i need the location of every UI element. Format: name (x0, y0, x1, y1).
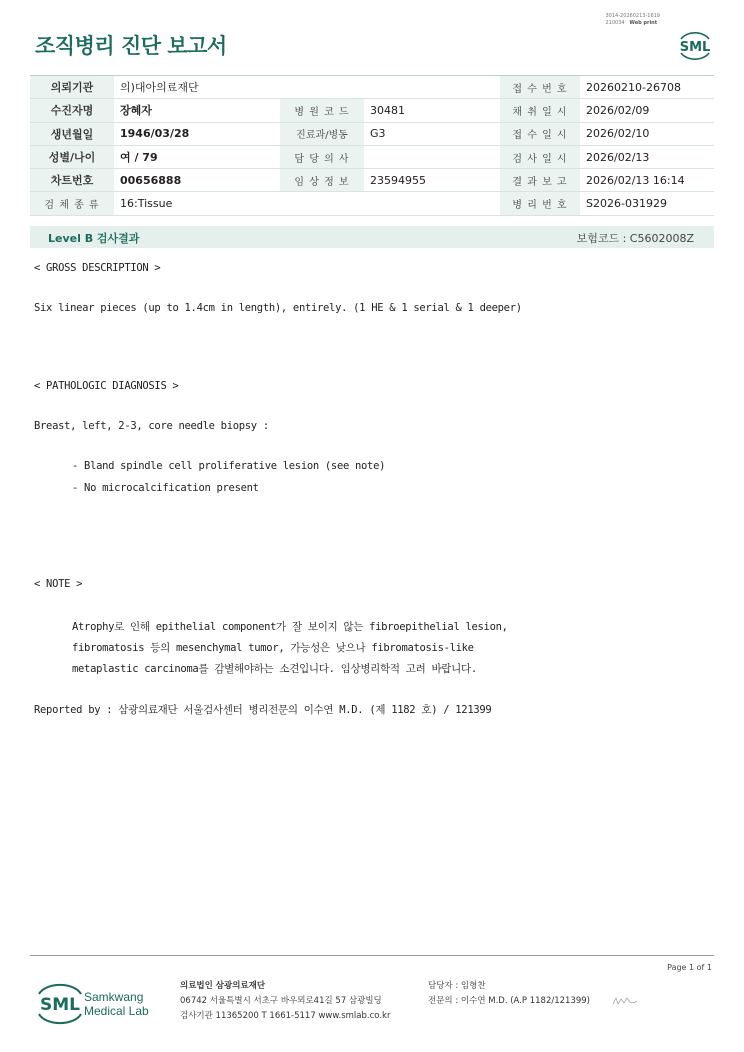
receipt-no-label: 접 수 번 호 (500, 76, 580, 99)
footer-address: 06742 서울특별시 서초구 바우뫼로41길 57 삼광빌딩 (180, 996, 382, 1006)
reported-by: Reported by : 삼광의료재단 서울검사센터 병리전문의 이수연 M.D. (제 1182 호) / 121399 (34, 704, 492, 716)
patient-name-value: 장혜자 (114, 99, 280, 122)
diagnosis-item: - Bland spindle cell proliferative lesion (see note) (72, 460, 386, 472)
collect-date-label: 채 취 일 시 (500, 99, 580, 122)
note-heading: < NOTE > (34, 578, 83, 590)
diagnosis-item: - No microcalcification present (72, 482, 259, 494)
sex-age-value: 여 / 79 (114, 145, 280, 168)
diagnosis-heading: < PATHOLOGIC DIAGNOSIS > (34, 380, 179, 392)
note-line: Atrophy로 인해 epithelial component가 잘 보이지 않는 fibroepithelial lesion, (72, 621, 508, 633)
svg-text:Samkwang: Samkwang (84, 990, 144, 1004)
print-meta-line2: 210034 Web print (605, 20, 658, 26)
exam-date-value: 2026/02/13 (580, 145, 714, 168)
table-row (30, 122, 714, 145)
footer-contact: 검사기관 11365200 T 1661-5117 www.smlab.co.kr (180, 1011, 391, 1021)
hospital-code-label: 병 원 코 드 (280, 99, 364, 122)
report-date-value: 2026/02/13 16:14 (580, 169, 714, 192)
department-label: 진료과/병동 (280, 122, 364, 145)
page-title: 조직병리 진단 보고서 (35, 34, 227, 58)
footer-org-info (180, 979, 390, 1024)
footer-manager: 담당자 : 임형찬 (428, 981, 486, 991)
chart-no-value: 00656888 (114, 169, 280, 192)
hospital-code-value: 30481 (364, 99, 500, 122)
table-row (30, 145, 714, 168)
sml-footer-logo-icon (36, 980, 156, 1026)
table-row (30, 192, 714, 215)
clinical-info-value: 23594955 (364, 169, 500, 192)
specimen-value: 16:Tissue (114, 192, 500, 215)
table-row (30, 76, 714, 99)
svg-text:Medical Lab: Medical Lab (84, 1004, 149, 1018)
clinical-info-label: 임 상 정 보 (280, 169, 364, 192)
signature-icon (612, 996, 638, 1006)
diagnosis-site: Breast, left, 2-3, core needle biopsy : (34, 420, 269, 432)
svg-text:SML: SML (40, 995, 80, 1015)
footer-divider (30, 955, 714, 956)
chart-no-label: 차트번호 (30, 169, 114, 192)
agency-label: 의뢰기관 (30, 76, 114, 99)
note-line: metaplastic carcinoma를 감별해야하는 소견입니다. 임상병리학적 고려 바랍니다. (72, 663, 477, 675)
print-meta (605, 13, 660, 27)
doctor-label: 담 당 의 사 (280, 145, 364, 168)
pathology-no-label: 병 리 번 호 (500, 192, 580, 215)
sml-logo-icon (675, 27, 715, 63)
footer-specialist: 전문의 : 이수연 M.D. (A.P 1182/121399) (428, 996, 590, 1006)
table-row (30, 99, 714, 122)
result-title: Level B 검사결과 (48, 232, 140, 245)
table-row (30, 169, 714, 192)
report-date-label: 결 과 보 고 (500, 169, 580, 192)
page-number: Page 1 of 1 (667, 963, 712, 972)
footer-org-name: 의료법인 삼광의료재단 (180, 981, 266, 991)
insurance-code: 보험코드 : C5602008Z (576, 232, 694, 245)
department-value: G3 (364, 122, 500, 145)
result-header-bar (30, 226, 714, 248)
exam-date-label: 검 사 일 시 (500, 145, 580, 168)
svg-text:SML: SML (679, 40, 711, 55)
print-meta-line1: 3014-20260213-1619 (605, 13, 660, 19)
gross-heading: < GROSS DESCRIPTION > (34, 262, 161, 274)
footer-staff-info (428, 979, 590, 1009)
note-line: fibromatosis 등의 mesenchymal tumor, 가능성은 낮으나 fibromatosis-like (72, 642, 474, 654)
agency-value: 의)대아의료재단 (114, 76, 500, 99)
pathology-no-value: S2026-031929 (580, 192, 714, 215)
specimen-label: 검 체 종 류 (30, 192, 114, 215)
gross-text: Six linear pieces (up to 1.4cm in length), entirely. (1 HE & 1 serial & 1 deeper) (34, 302, 522, 314)
receipt-date-value: 2026/02/10 (580, 122, 714, 145)
patient-name-label: 수진자명 (30, 99, 114, 122)
doctor-value (364, 145, 500, 168)
receipt-no-value: 20260210-26708 (580, 76, 714, 99)
receipt-date-label: 접 수 일 시 (500, 122, 580, 145)
collect-date-value: 2026/02/09 (580, 99, 714, 122)
patient-info-table (30, 75, 714, 216)
birth-date-value: 1946/03/28 (114, 122, 280, 145)
birth-date-label: 생년월일 (30, 122, 114, 145)
sex-age-label: 성별/나이 (30, 145, 114, 168)
